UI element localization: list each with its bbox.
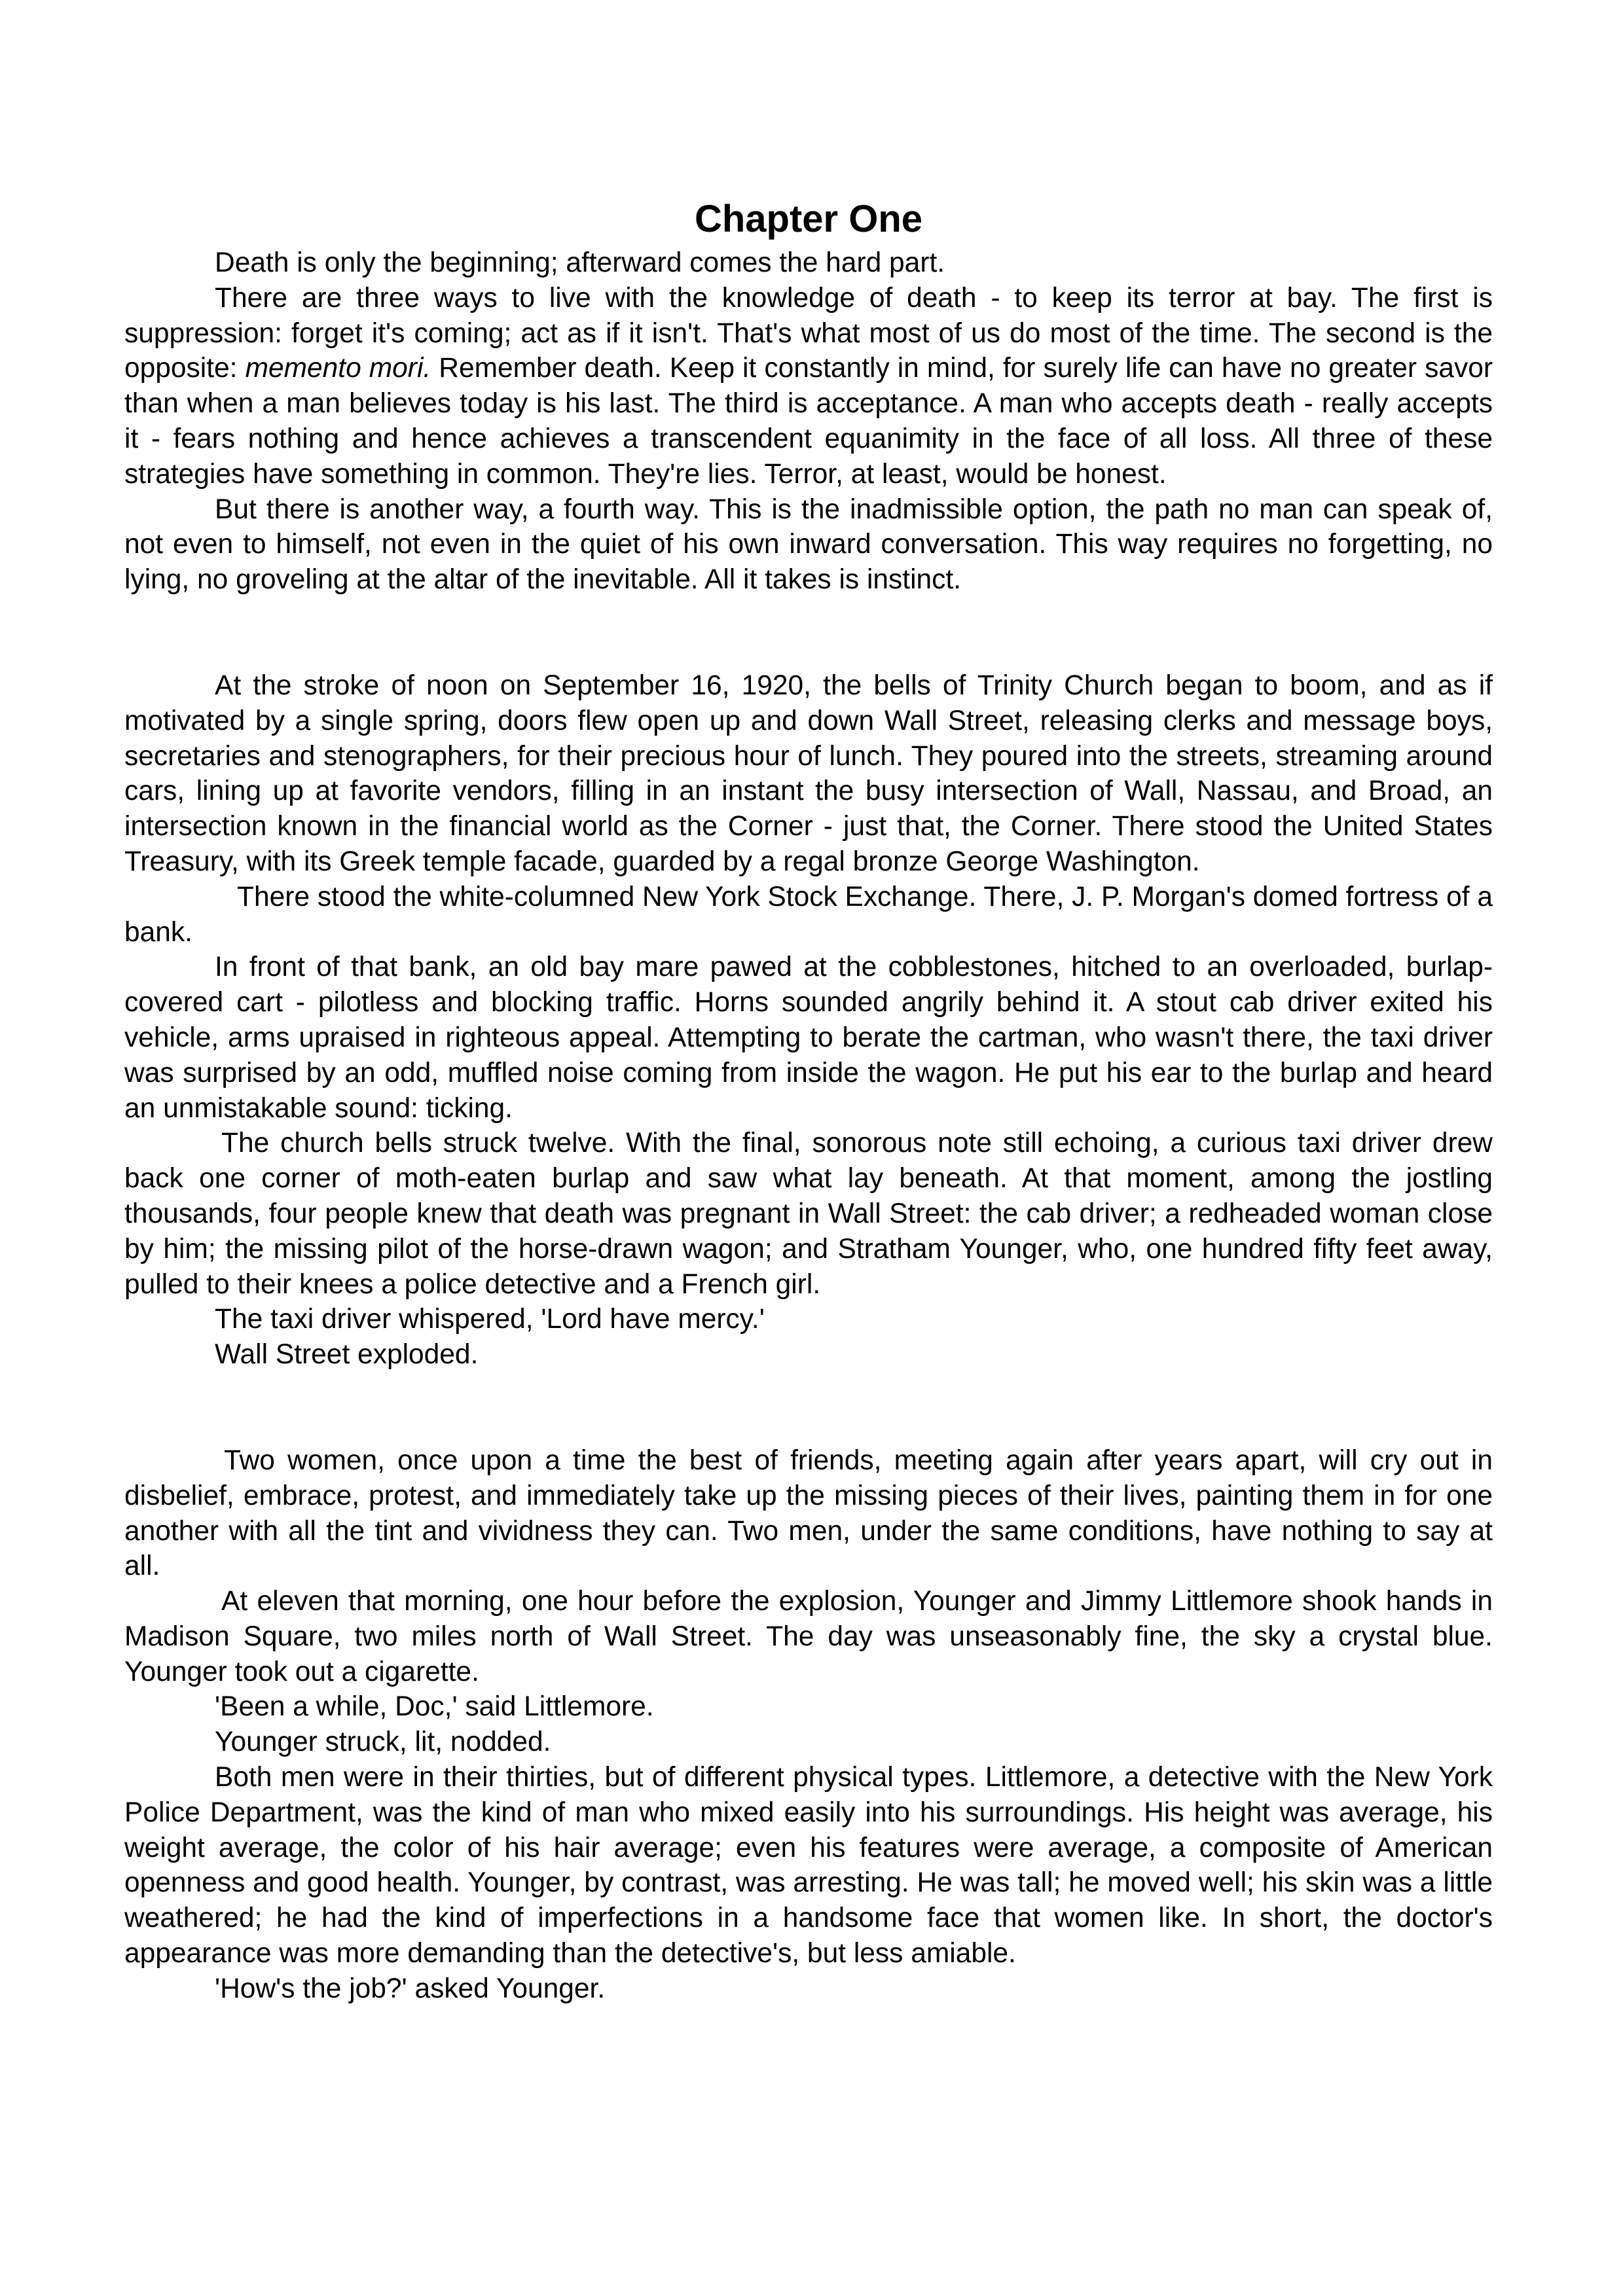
paragraph: Younger struck, lit, nodded. [215, 1727, 551, 1758]
paragraph: At eleven that morning, one hour before the explosion, Younger and Jimmy Littlemore shook hands in Madison Square, two miles north of Wall Street. The day was unseasonably fine, the sky a crystal blue. Younger took out a cigarette. [124, 1586, 1493, 1687]
paragraph: At the stroke of noon on September 16, 1920, the bells of Trinity Church began to boom, and as if motivated by a single spring, doors flew open up and down Wall Street, releasing clerks and message boys, secretaries and stenographers, for their precious hour of lunch. They poured into the streets, streaming around cars, lining up at favorite vendors, filling in an instant the busy intersection of Wall, Nassau, and Broad, an intersection known in the financial world as the Corner - just that, the Corner. There stood the United States Treasury, with its Greek temple facade, guarded by a regal bronze George Washington. [124, 670, 1493, 877]
paragraph: There stood the white-columned New York Stock Exchange. There, J. P. Morgan's domed fortress of a bank. [124, 881, 1493, 948]
paragraph: 'Been a while, Doc,' said Littlemore. [215, 1691, 654, 1723]
paragraph: The church bells struck twelve. With the final, sonorous note still echoing, a curious taxi driver drew back one corner of moth-eaten burlap and saw what lay beneath. At that moment, among the jostling thousands, four people knew that death was pregnant in Wall Street: the cab driver; a redheaded woman close by him; the missing pilot of the horse-drawn wagon; and Stratham Younger, who, one hundred fifty feet away, pulled to their knees a police detective and a French girl. [124, 1128, 1493, 1300]
paragraph [124, 281, 1493, 492]
paragraph: Both men were in their thirties, but of different physical types. Littlemore, a detective with the New York Police Department, was the kind of man who mixed easily into his surroundings. His height was average, his weight average, the color of his hair average; even his features were average, a composite of American openness and good health. Younger, by contrast, was arresting. He was tall; he moved well; his skin was a little weathered; he had the kind of imperfections in a handsome face that women like. In short, the doctor's appearance was more demanding than the detective's, but less amiable. [124, 1762, 1493, 1969]
paragraph: 'How's the job?' asked Younger. [215, 1973, 606, 2004]
paragraph: Wall Street exploded. [215, 1339, 479, 1371]
section-break [124, 1372, 1493, 1443]
section-break [124, 598, 1493, 668]
paragraph-text: Remember death. Keep it constantly in mind, for surely life can have no greater savor than when a man believes today is his last. The third is acceptance. A man who accepts death - really accepts it - fears nothing and hence achieves a transcendent equanimity in the face of all loss. All three of these strategies have something in common. They're lies. Terror, at least, would be honest. [124, 353, 1493, 490]
section-two [124, 668, 1493, 1372]
chapter-title: Chapter One [694, 198, 923, 240]
paragraph: Death is only the beginning; afterward comes the hard part. [215, 247, 945, 278]
section-one [124, 245, 1493, 598]
paragraph: Two women, once upon a time the best of friends, meeting again after years apart, will cry out in disbelief, embrace, protest, and immediately take up the missing pieces of their lives, painting them in for one another with all the tint and vividness they can. Two men, under the same conditions, have nothing to say at all. [124, 1444, 1493, 1582]
paragraph: The taxi driver whispered, 'Lord have mercy.' [215, 1304, 765, 1335]
paragraph-text: There are three ways to live with the knowledge of death - to keep its terror at bay. The first is suppression: forget it's coming; act as if it isn't. That's what most of us do most of the time. The second is the opposite: [124, 282, 1493, 384]
document-page [124, 193, 1493, 2007]
paragraph: But there is another way, a fourth way. This is the inadmissible option, the path no man can speak of, not even to himself, not even in the quiet of his own inward conversation. This way requires no forgetting, no lying, no groveling at the altar of the inevitable. All it takes is instinct. [124, 493, 1493, 596]
section-three [124, 1443, 1493, 2007]
italic-phrase: memento mori. [245, 353, 431, 384]
paragraph: In front of that bank, an old bay mare pawed at the cobblestones, hitched to an overloaded, burlap-covered cart - pilotless and blocking traffic. Horns sounded angrily behind it. A stout cab driver exited his vehicle, arms upraised in righteous appeal. Attempting to berate the cartman, who wasn't there, the taxi driver was surprised by an odd, muffled noise coming from inside the wagon. He put his ear to the burlap and heard an unmistakable sound: ticking. [124, 952, 1493, 1124]
